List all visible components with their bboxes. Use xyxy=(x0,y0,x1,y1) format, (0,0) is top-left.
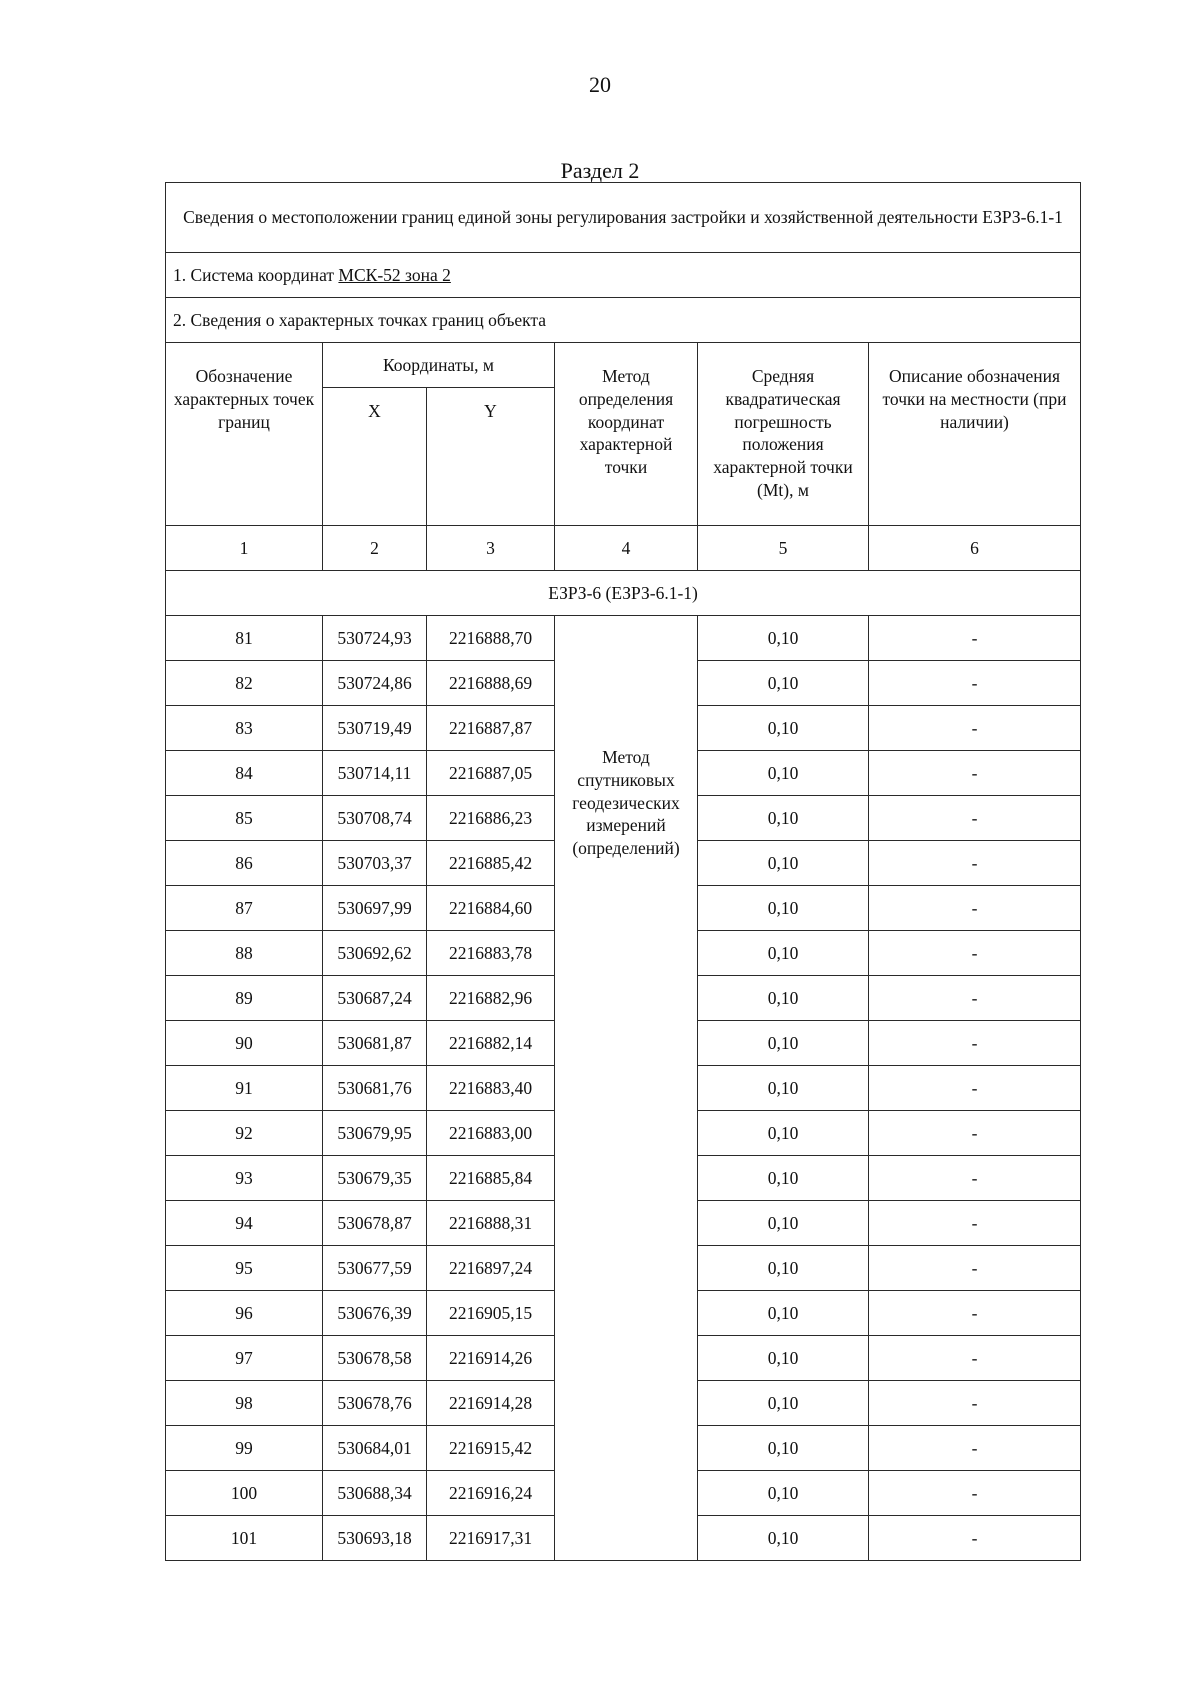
x-cell: 530677,59 xyxy=(323,1246,427,1291)
coord-system-row xyxy=(166,253,1081,298)
header-designation: Обозначение характерных точек границ xyxy=(166,343,323,526)
description-cell: - xyxy=(869,751,1081,796)
column-number: 3 xyxy=(427,526,555,571)
y-cell: 2216883,00 xyxy=(427,1111,555,1156)
point-cell: 99 xyxy=(166,1426,323,1471)
group-label: ЕЗРЗ-6 (ЕЗРЗ-6.1-1) xyxy=(166,571,1081,616)
error-cell: 0,10 xyxy=(698,1336,869,1381)
table-title: Сведения о местоположении границ единой зоны регулирования застройки и хозяйственной деятельности ЕЗРЗ-6.1-1 xyxy=(166,183,1081,253)
description-cell: - xyxy=(869,1156,1081,1201)
error-cell: 0,10 xyxy=(698,1471,869,1516)
point-cell: 93 xyxy=(166,1156,323,1201)
y-cell: 2216888,69 xyxy=(427,661,555,706)
method-cell: Метод спутниковых геодезических измерений (определений) xyxy=(555,616,698,1561)
error-cell: 0,10 xyxy=(698,1246,869,1291)
x-cell: 530697,99 xyxy=(323,886,427,931)
error-cell: 0,10 xyxy=(698,616,869,661)
header-error: Средняя квадратическая погрешность положения характерной точки (Mt), м xyxy=(698,343,869,526)
point-cell: 97 xyxy=(166,1336,323,1381)
error-cell: 0,10 xyxy=(698,751,869,796)
header-method: Метод определения координат характерной точки xyxy=(555,343,698,526)
points-info: 2. Сведения о характерных точках границ объекта xyxy=(166,298,1081,343)
description-cell: - xyxy=(869,1111,1081,1156)
point-cell: 87 xyxy=(166,886,323,931)
page-number: 20 xyxy=(589,72,611,97)
description-cell: - xyxy=(869,1381,1081,1426)
column-number: 1 xyxy=(166,526,323,571)
y-cell: 2216914,28 xyxy=(427,1381,555,1426)
point-cell: 82 xyxy=(166,661,323,706)
header-y: Y xyxy=(427,388,555,526)
error-cell: 0,10 xyxy=(698,796,869,841)
x-cell: 530679,95 xyxy=(323,1111,427,1156)
y-cell: 2216885,42 xyxy=(427,841,555,886)
header-coordinates: Координаты, м xyxy=(323,343,555,388)
point-cell: 90 xyxy=(166,1021,323,1066)
point-cell: 83 xyxy=(166,706,323,751)
x-cell: 530681,76 xyxy=(323,1066,427,1111)
y-cell: 2216882,96 xyxy=(427,976,555,1021)
error-cell: 0,10 xyxy=(698,1426,869,1471)
table-body xyxy=(166,183,1081,1561)
coord-system-value: МСК-52 зона 2 xyxy=(338,264,451,285)
point-cell: 98 xyxy=(166,1381,323,1426)
error-cell: 0,10 xyxy=(698,706,869,751)
description-cell: - xyxy=(869,1246,1081,1291)
column-number: 4 xyxy=(555,526,698,571)
point-cell: 94 xyxy=(166,1201,323,1246)
y-cell: 2216915,42 xyxy=(427,1426,555,1471)
error-cell: 0,10 xyxy=(698,886,869,931)
point-cell: 84 xyxy=(166,751,323,796)
table-title-row xyxy=(166,183,1081,253)
description-cell: - xyxy=(869,616,1081,661)
error-cell: 0,10 xyxy=(698,1111,869,1156)
x-cell: 530678,58 xyxy=(323,1336,427,1381)
x-cell: 530719,49 xyxy=(323,706,427,751)
column-number: 2 xyxy=(323,526,427,571)
y-cell: 2216897,24 xyxy=(427,1246,555,1291)
x-cell: 530678,76 xyxy=(323,1381,427,1426)
x-cell: 530676,39 xyxy=(323,1291,427,1336)
points-info-row xyxy=(166,298,1081,343)
y-cell: 2216883,40 xyxy=(427,1066,555,1111)
description-cell: - xyxy=(869,931,1081,976)
point-cell: 81 xyxy=(166,616,323,661)
x-cell: 530703,37 xyxy=(323,841,427,886)
point-cell: 85 xyxy=(166,796,323,841)
x-cell: 530678,87 xyxy=(323,1201,427,1246)
description-cell: - xyxy=(869,976,1081,1021)
point-cell: 96 xyxy=(166,1291,323,1336)
header-description: Описание обозначения точки на местности (при наличии) xyxy=(869,343,1081,526)
column-numbers-row xyxy=(166,526,1081,571)
section-title: Раздел 2 xyxy=(560,158,640,183)
error-cell: 0,10 xyxy=(698,841,869,886)
error-cell: 0,10 xyxy=(698,931,869,976)
y-cell: 2216885,84 xyxy=(427,1156,555,1201)
y-cell: 2216887,05 xyxy=(427,751,555,796)
column-number: 6 xyxy=(869,526,1081,571)
y-cell: 2216886,23 xyxy=(427,796,555,841)
description-cell: - xyxy=(869,706,1081,751)
x-cell: 530708,74 xyxy=(323,796,427,841)
coord-system-label: 1. Система координат xyxy=(173,264,339,285)
group-row xyxy=(166,571,1081,616)
description-cell: - xyxy=(869,1291,1081,1336)
point-cell: 92 xyxy=(166,1111,323,1156)
x-cell: 530693,18 xyxy=(323,1516,427,1561)
coord-system-cell xyxy=(166,253,1081,298)
y-cell: 2216887,87 xyxy=(427,706,555,751)
point-cell: 100 xyxy=(166,1471,323,1516)
description-cell: - xyxy=(869,796,1081,841)
error-cell: 0,10 xyxy=(698,1291,869,1336)
x-cell: 530688,34 xyxy=(323,1471,427,1516)
error-cell: 0,10 xyxy=(698,1156,869,1201)
x-cell: 530687,24 xyxy=(323,976,427,1021)
description-cell: - xyxy=(869,1426,1081,1471)
column-number: 5 xyxy=(698,526,869,571)
error-cell: 0,10 xyxy=(698,1201,869,1246)
y-cell: 2216888,70 xyxy=(427,616,555,661)
error-cell: 0,10 xyxy=(698,1066,869,1111)
description-cell: - xyxy=(869,1021,1081,1066)
x-cell: 530714,11 xyxy=(323,751,427,796)
point-cell: 86 xyxy=(166,841,323,886)
error-cell: 0,10 xyxy=(698,1381,869,1426)
description-cell: - xyxy=(869,841,1081,886)
x-cell: 530679,35 xyxy=(323,1156,427,1201)
description-cell: - xyxy=(869,1336,1081,1381)
point-cell: 91 xyxy=(166,1066,323,1111)
y-cell: 2216884,60 xyxy=(427,886,555,931)
error-cell: 0,10 xyxy=(698,661,869,706)
y-cell: 2216916,24 xyxy=(427,1471,555,1516)
x-cell: 530724,86 xyxy=(323,661,427,706)
y-cell: 2216882,14 xyxy=(427,1021,555,1066)
y-cell: 2216905,15 xyxy=(427,1291,555,1336)
description-cell: - xyxy=(869,1471,1081,1516)
point-cell: 89 xyxy=(166,976,323,1021)
y-cell: 2216917,31 xyxy=(427,1516,555,1561)
header-x: X xyxy=(323,388,427,526)
description-cell: - xyxy=(869,1516,1081,1561)
y-cell: 2216883,78 xyxy=(427,931,555,976)
header-row-primary xyxy=(166,343,1081,388)
description-cell: - xyxy=(869,661,1081,706)
x-cell: 530692,62 xyxy=(323,931,427,976)
x-cell: 530684,01 xyxy=(323,1426,427,1471)
x-cell: 530681,87 xyxy=(323,1021,427,1066)
point-cell: 88 xyxy=(166,931,323,976)
error-cell: 0,10 xyxy=(698,1021,869,1066)
x-cell: 530724,93 xyxy=(323,616,427,661)
point-cell: 95 xyxy=(166,1246,323,1291)
coordinates-table xyxy=(165,182,1081,1561)
description-cell: - xyxy=(869,1201,1081,1246)
y-cell: 2216914,26 xyxy=(427,1336,555,1381)
error-cell: 0,10 xyxy=(698,976,869,1021)
y-cell: 2216888,31 xyxy=(427,1201,555,1246)
point-cell: 101 xyxy=(166,1516,323,1561)
description-cell: - xyxy=(869,1066,1081,1111)
description-cell: - xyxy=(869,886,1081,931)
error-cell: 0,10 xyxy=(698,1516,869,1561)
table-row xyxy=(166,616,1081,661)
